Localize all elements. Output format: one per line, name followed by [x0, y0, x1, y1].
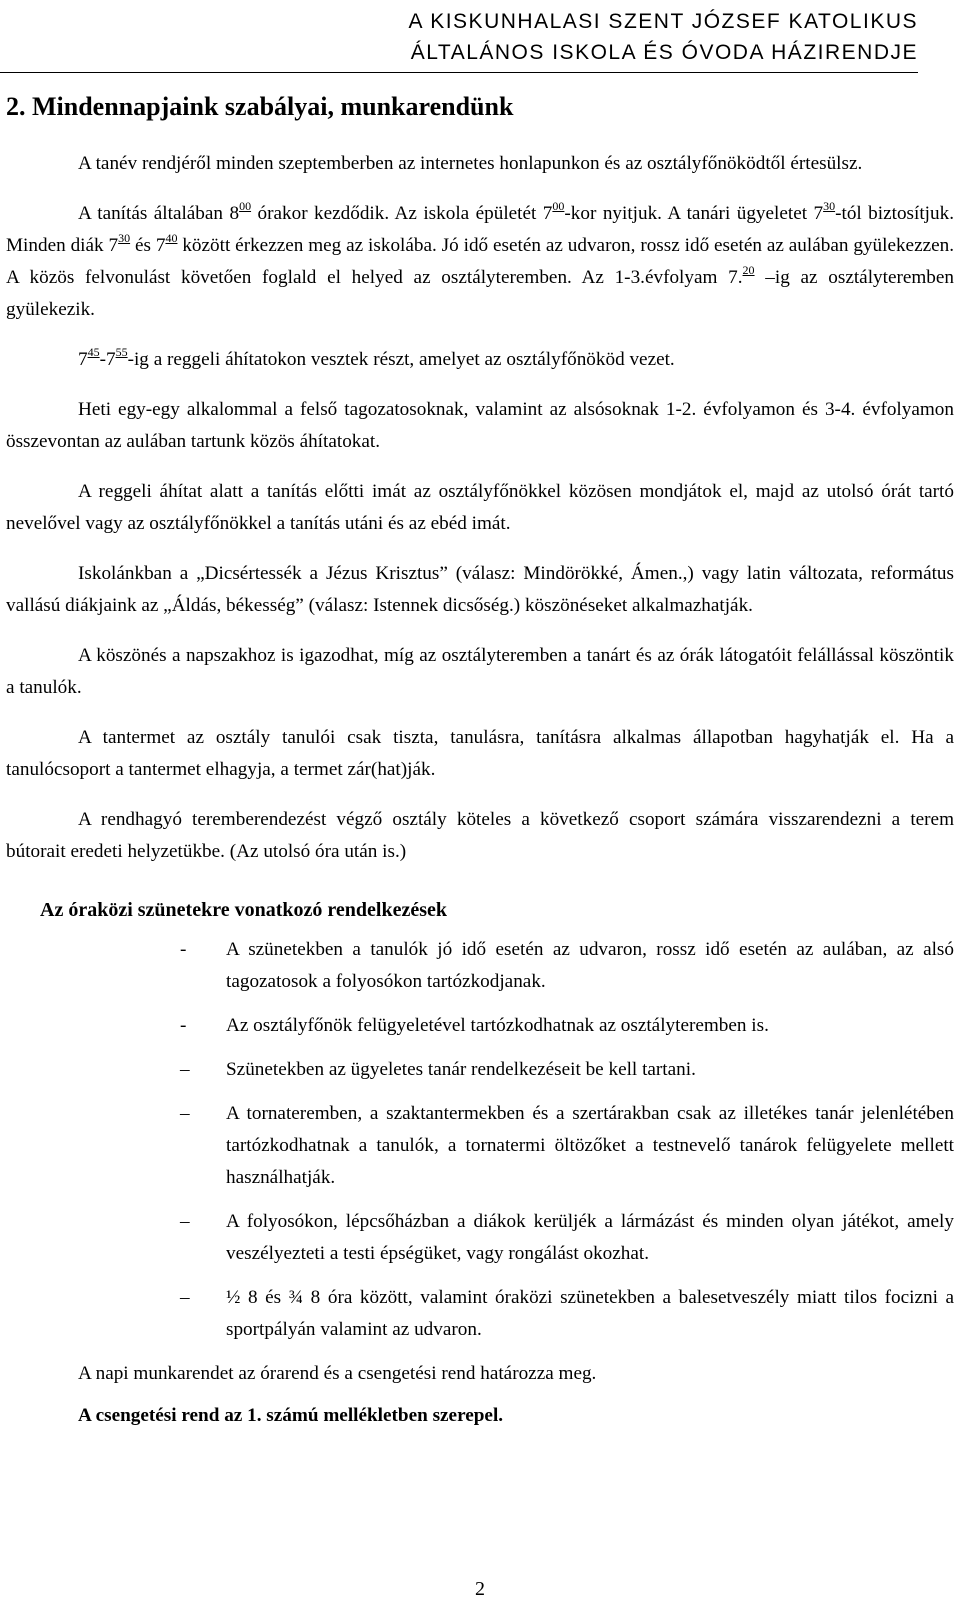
- text: 7: [78, 349, 88, 370]
- list-item-text: ½ 8 és ¾ 8 óra között, valamint óraközi szünetekben a balesetveszély miatt tilos focizni a sportpályán valamint az udvaron.: [226, 1287, 954, 1340]
- list-item-text: A szünetekben a tanulók jó idő esetén az udvaron, rossz idő esetén az aulában, az alsó tagozatosok a folyosókon tartózkodjanak.: [226, 939, 954, 992]
- superscript: 30: [118, 231, 131, 245]
- header-line-2: ÁLTALÁNOS ISKOLA ÉS ÓVODA HÁZIRENDJE: [410, 41, 918, 64]
- paragraph: A reggeli áhítat alatt a tanítás előtti imát az osztályfőnökkel közösen mondjátok el, majd az utolsó órát tartó nevelővel vagy az osztályfőnökkel a tanítás utáni és az ebéd imát.: [6, 481, 954, 534]
- superscript: 00: [552, 199, 565, 213]
- rules-list: [6, 934, 954, 1346]
- section-title: 2. Mindennapjaink szabályai, munkarendünk: [6, 92, 514, 121]
- paragraph: Iskolánkban a „Dicsértessék a Jézus Krisztus” (válasz: Mindörökké, Ámen.,) vagy latin változata, református vallású diákjaink az „Áldás, békesség” (válasz: Istennek dicsőség.) köszönéseket alkalmazhatják.: [6, 563, 954, 616]
- paragraph: Heti egy-egy alkalommal a felső tagozatosoknak, valamint az alsósoknak 1-2. évfolyamon és 3-4. évfolyamon összevontan az aulában tartunk közös áhítatokat.: [6, 399, 954, 452]
- list-item: [6, 1054, 954, 1086]
- list-marker: –: [180, 1287, 190, 1308]
- paragraph-schedule: [6, 198, 954, 326]
- document-body: [6, 148, 954, 1432]
- paragraph: A tanév rendjéről minden szeptemberben az internetes honlapunkon és az osztályfőnöködtől értesülsz.: [78, 153, 863, 174]
- list-item-text: A tornateremben, a szaktantermekben és a szertárakban csak az illetékes tanár jelenlétében tartózkodhatnak a tanulók, a tornatermi öltözőket a testnevelő tanárok felügyelete mellett használhatják.: [226, 1103, 954, 1188]
- text: –ig az osztályteremben gyülekezik.: [6, 267, 954, 320]
- superscript: 55: [115, 345, 128, 359]
- text: és 7: [130, 235, 166, 256]
- text: -kor nyitjuk. A tanári ügyeletet 7: [564, 203, 824, 224]
- list-marker: -: [180, 1015, 187, 1036]
- document-header: [218, 6, 918, 68]
- list-item-text: Az osztályfőnök felügyeletével tartózkodhatnak az osztályteremben is.: [226, 1015, 769, 1036]
- text: között érkezzen meg az iskolába. Jó idő esetén az udvaron, rossz idő esetén az aulában gyülekezzen. A közös felvonulást követően foglald el helyed az osztályteremben. Az 1-3.évfolyam 7.: [6, 235, 955, 288]
- list-item-text: Szünetekben az ügyeletes tanár rendelkezéseit be kell tartani.: [226, 1059, 696, 1080]
- list-marker: –: [180, 1211, 190, 1232]
- text: -tól biztosítjuk. Minden diák 7: [6, 203, 954, 256]
- superscript: 30: [823, 199, 836, 213]
- list-item: [6, 1098, 954, 1194]
- list-marker: –: [180, 1103, 190, 1124]
- text: órakor kezdődik. Az iskola épületét 7: [251, 203, 553, 224]
- paragraph: A köszönés a napszakhoz is igazodhat, míg az osztályteremben a tanárt és az órák látogatóit felállással köszöntik a tanulók.: [6, 645, 954, 698]
- closing-bold-paragraph: A csengetési rend az 1. számú mellékletben szerepel.: [78, 1405, 504, 1426]
- paragraph: A rendhagyó teremberendezést végző osztály köteles a következő csoport számára visszarendezni a terem bútorait eredeti helyzetükbe. (Az utolsó óra után is.): [6, 809, 954, 862]
- superscript: 20: [742, 263, 755, 277]
- list-item: [6, 934, 954, 998]
- list-item-text: A folyosókon, lépcsőházban a diákok kerüljék a lármázást és minden olyan játékot, amely veszélyezteti a testi épségüket, vagy rongálást okozhat.: [226, 1211, 954, 1264]
- header-line-1: A KISKUNHALASI SZENT JÓZSEF KATOLIKUS: [408, 10, 918, 33]
- page-number: 2: [475, 1578, 485, 1600]
- closing-paragraph: A napi munkarendet az órarend és a csengetési rend határozza meg.: [78, 1363, 597, 1384]
- superscript: 45: [87, 345, 100, 359]
- paragraph: A tantermet az osztály tanulói csak tiszta, tanulásra, tanításra alkalmas állapotban hagyhatják el. Ha a tanulócsoport a tantermet elhagyja, a termet zár(hat)ják.: [6, 727, 954, 780]
- paragraph-devotion-time: [6, 344, 954, 376]
- subsection-title: Az óraközi szünetekre vonatkozó rendelkezések: [40, 899, 447, 921]
- text: A tanítás általában 8: [78, 203, 240, 224]
- list-item: [6, 1010, 954, 1042]
- list-marker: –: [180, 1059, 190, 1080]
- text: -ig a reggeli áhítatokon vesztek részt, amelyet az osztályfőnököd vezet.: [127, 349, 675, 370]
- superscript: 00: [239, 199, 252, 213]
- text: -7: [99, 349, 116, 370]
- list-marker: -: [180, 939, 187, 960]
- list-item: [6, 1282, 954, 1346]
- list-item: [6, 1206, 954, 1270]
- superscript: 40: [165, 231, 178, 245]
- header-rule: [0, 72, 918, 73]
